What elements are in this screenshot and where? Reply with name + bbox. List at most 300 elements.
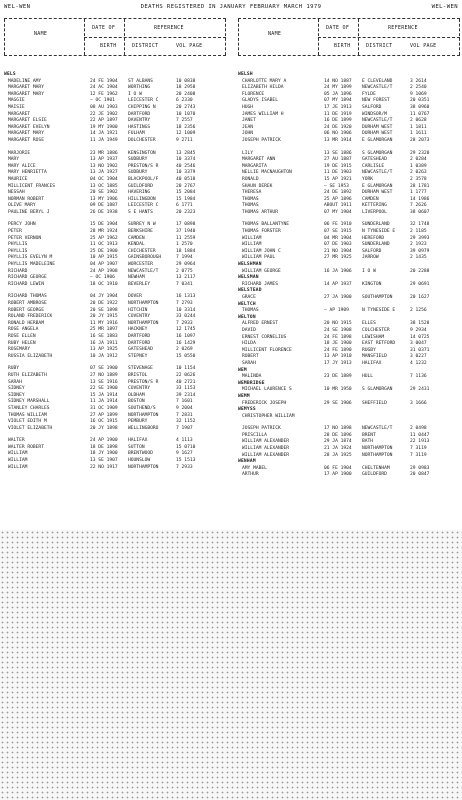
entry-birth-date: 16 JA 1906 <box>324 268 352 274</box>
entry-district: BATH <box>362 439 374 445</box>
entry-reference: 20 2743 <box>176 104 196 110</box>
entry-birth-date: 04 OC 1904 <box>90 176 118 182</box>
entry-row <box>4 242 226 249</box>
entry-reference: 10 1154 <box>176 366 196 372</box>
entry-birth-date: 24 MY 1899 <box>324 85 352 91</box>
entry-row <box>238 328 460 335</box>
entry-name: MARGARET EVELYN <box>8 124 50 130</box>
entry-reference: 9 1069 <box>410 91 427 97</box>
entry-reference: 20 1627 <box>410 295 430 300</box>
entry-birth-date: — SE 1953 <box>324 183 349 189</box>
entry-reference: 20 2288 <box>410 268 430 274</box>
entry-birth-date: 15 AP 1921 <box>324 176 352 182</box>
entry-name: VIOLET EDITH M <box>8 419 47 425</box>
vol-page-heading: VOL PAGE <box>410 43 437 49</box>
entry-name: ERNEST CORNELIUS <box>242 334 287 340</box>
district-heading: DISTRICT <box>132 43 159 49</box>
entry-district: LIVERPOOL <box>362 209 387 215</box>
entry-birth-date: 20 JY 1898 <box>90 425 118 431</box>
entry-row <box>238 98 460 105</box>
entry-reference: 7 2933 <box>176 320 193 326</box>
page-header <box>4 3 458 12</box>
entry-reference: 3 2614 <box>410 78 427 84</box>
entry-reference: 7 2626 <box>410 203 427 209</box>
entry-district: SALFORD <box>362 248 382 254</box>
entry-name: WALTER <box>8 438 25 444</box>
district-heading: DISTRICT <box>366 43 393 49</box>
entry-birth-date: 20 SE 1898 <box>90 307 118 313</box>
entry-name: MARGARET ROSE <box>8 137 44 143</box>
entry-birth-date: 25 AP 1962 <box>90 235 118 241</box>
entry-district: NEWCASTLE/T <box>362 118 393 124</box>
entry-name: RUTH ELIZABETH <box>8 372 47 378</box>
entry-row <box>238 387 460 394</box>
surname-text: WELSHMAN <box>238 262 262 268</box>
entry-district: DARTFORD <box>128 333 151 339</box>
entry-birth-date: 17 NO 1898 <box>324 426 352 432</box>
entry-district: NORTHAMPTON <box>128 301 159 306</box>
entry-district: DURHAM WEST <box>362 190 393 196</box>
entry-name: ARTHUR <box>242 472 259 478</box>
entry-birth-date: 28 DE 1896 <box>324 432 352 438</box>
entry-row <box>238 229 460 236</box>
entry-reference: 11 0767 <box>410 111 430 117</box>
entry-name: HUGH <box>242 104 254 110</box>
entry-birth-date: 11 MY 1916 <box>90 320 118 326</box>
entry-reference: 39 2314 <box>176 392 196 398</box>
entry-district: NORTHAMPTON <box>362 446 393 452</box>
entry-birth-date: 27 AU 1887 <box>324 157 352 163</box>
entry-district: SUDBURY <box>128 170 148 176</box>
entry-district: HOUNSLOW <box>128 458 151 464</box>
entry-district: GAINSBOROUGH <box>128 255 162 261</box>
entry-birth-date: 04 JY 1904 <box>90 294 118 300</box>
vol-page-heading: VOL PAGE <box>176 43 203 49</box>
entry-name: THOMAS <box>242 196 259 202</box>
entry-birth-date: 08 AU 1903 <box>90 104 118 110</box>
entry-name: THOMAS WILLIAM <box>8 412 47 418</box>
surname-text: WELTON <box>238 314 256 320</box>
entry-birth-date: 27 MR 1925 <box>324 255 352 261</box>
entry-district: S E HANTS <box>128 209 153 215</box>
entry-reference: 32 1152 <box>176 419 196 425</box>
entry-row <box>4 426 226 433</box>
entry-reference: 13 2845 <box>176 150 196 156</box>
entry-row <box>4 210 226 217</box>
entry-birth-date: 29 SE 1906 <box>324 400 352 406</box>
entry-row <box>238 446 460 453</box>
entry-name: ALFRED ERNEST <box>242 321 278 327</box>
entry-reference: 38 1528 <box>410 321 430 327</box>
entry-district: I O W <box>362 268 376 274</box>
entry-reference: 12 1745 <box>176 327 196 333</box>
entry-district: KINGTON <box>362 281 382 287</box>
name-heading: NAME <box>34 31 48 37</box>
entry-district: MANSFIELD <box>362 354 387 360</box>
entry-district: CAMDEN <box>362 196 379 202</box>
entry-district: BRENTWOOD <box>128 451 153 457</box>
entry-district: FYLDE <box>362 91 376 97</box>
entry-name: THERESA <box>242 190 262 196</box>
entry-name: ROSE ANGELA <box>8 327 39 333</box>
entry-name: JANET <box>242 118 256 124</box>
entry-birth-date: 13 SE 1916 <box>90 379 118 385</box>
entry-row <box>238 354 460 361</box>
entry-birth-date: 07 MY 1904 <box>324 209 352 215</box>
entry-reference: 22 1913 <box>410 439 430 445</box>
entry-name: OLIVE MARY <box>8 203 36 209</box>
entry-reference: 7 1994 <box>176 255 193 261</box>
entry-reference: 7 1601 <box>176 399 193 405</box>
entry-reference: 16 1429 <box>176 340 196 346</box>
entry-district: WORTHING <box>128 85 151 91</box>
entry-birth-date: 23 DE 1889 <box>324 374 352 380</box>
entry-reference: 32 1748 <box>410 222 430 228</box>
entry-row <box>238 85 460 92</box>
entry-birth-date: — OC 1901 <box>90 98 115 104</box>
entry-reference: 7 2831 <box>176 412 193 418</box>
entry-reference: 17 0898 <box>176 222 196 228</box>
entry-name: DAVID <box>242 327 256 333</box>
entry-row <box>238 269 460 276</box>
entry-district: HILLINGDON <box>128 196 156 202</box>
surname-text: WELSMAN <box>238 275 259 281</box>
entry-reference: 7 0341 <box>176 281 193 287</box>
entry-birth-date: 17 JE 1913 <box>324 104 352 110</box>
entry-name: WILLIAM <box>8 464 28 470</box>
entry-reference: 22 0626 <box>176 372 196 378</box>
entry-reference: 28 1781 <box>410 183 430 189</box>
entry-reference: 3 1666 <box>410 400 427 406</box>
entry-district: E GLAMORGAN <box>362 183 393 189</box>
entry-name: MARY ALICE <box>8 163 36 169</box>
entry-reference: 6 1771 <box>176 203 193 209</box>
entry-district: JARROW <box>362 255 379 261</box>
entry-row <box>4 406 226 413</box>
entry-row <box>238 401 460 408</box>
entry-name: RONALD HERBAM <box>8 320 44 326</box>
entry-name: MICHAEL LAURENCE S <box>242 387 292 393</box>
header-subrule <box>318 37 460 38</box>
entry-district: YORK <box>362 176 374 182</box>
entry-birth-date: 14 JA 1921 <box>90 131 118 137</box>
entry-district: ELLES <box>362 321 376 327</box>
surname-text: WEMM <box>238 393 250 399</box>
entry-name: GLADYS ISABEL <box>242 98 278 104</box>
header-title: DEATHS REGISTERED IN JANUARY FEBRUARY MARCH 1979 <box>140 4 322 10</box>
entry-birth-date: 11 JA 1914 <box>90 399 118 405</box>
entry-name: PHYLLIS <box>8 242 28 248</box>
entry-reference: 6 2330 <box>176 98 193 104</box>
entry-name: PETER <box>8 229 22 235</box>
entry-row <box>4 262 226 269</box>
entry-district: SALFORD <box>362 104 382 110</box>
entry-row <box>4 85 226 92</box>
entry-district: WORCESTER <box>128 262 153 268</box>
entry-row <box>238 414 460 421</box>
entry-birth-date: 19 DE 1915 <box>324 163 352 169</box>
entry-reference: 10 3314 <box>176 307 196 313</box>
entry-birth-date: 29 JA 1874 <box>324 439 352 445</box>
entry-name: ROBERT GEORGE <box>8 307 44 313</box>
entry-district: HITCHIN <box>128 307 148 313</box>
entry-district: SUNDERLAND <box>362 222 390 228</box>
entry-reference: 18 1884 <box>176 248 196 254</box>
entry-reference: 33 1153 <box>176 386 196 392</box>
entry-district: FULHAM <box>128 131 145 137</box>
surname-heading <box>238 459 460 466</box>
entry-district: ST ALBANS <box>128 78 153 84</box>
entry-name: PHYLLIS MADELEINE <box>8 262 56 268</box>
entry-birth-date: 22 AP 1897 <box>90 118 118 124</box>
entry-name: WILLIAM <box>242 235 262 241</box>
entry-name: LILY <box>242 150 254 156</box>
entry-name: WILLIAM <box>8 458 28 464</box>
entry-reference: 20 2323 <box>176 209 196 215</box>
entry-district: WELLINGBORO <box>128 425 159 431</box>
entry-birth-date: — AP 1909 <box>324 308 349 314</box>
entry-reference: 9 2934 <box>410 327 427 333</box>
entry-district: COLCHESTER <box>362 327 390 333</box>
entry-row <box>4 282 226 289</box>
entry-name: WALTER ROBERT <box>8 444 44 450</box>
entry-name: MARGARET <box>8 111 31 117</box>
entry-district: NEW FOREST <box>362 98 390 104</box>
entry-name: WILLIAM ALEXANDER <box>242 452 290 458</box>
birth-heading: BIRTH <box>334 43 351 49</box>
entry-row <box>4 275 226 282</box>
entry-district: SUNDERLAND <box>362 242 390 248</box>
entry-birth-date: 13 JA 1927 <box>90 170 118 176</box>
entry-reference: 15 1513 <box>176 458 196 464</box>
entry-reference: 28 2073 <box>410 137 430 143</box>
entry-name: RICHARD <box>8 268 28 274</box>
entry-birth-date: 27 JA 1900 <box>324 295 352 300</box>
entry-reference: 14 0725 <box>410 334 430 340</box>
right-column-header <box>238 18 460 56</box>
entry-birth-date: 21 JA 1924 <box>324 446 352 452</box>
entry-birth-date: 13 NO 1902 <box>90 163 118 169</box>
entry-birth-date: 25 DE 1900 <box>90 248 118 254</box>
entry-name: NELLIE MACNAUGHTON <box>242 170 292 176</box>
entry-district: HAVERING <box>128 190 151 196</box>
entry-reference: 10 0838 <box>176 78 196 84</box>
entry-name: HILDA <box>242 341 256 347</box>
entry-name: PRISCILLA <box>242 432 267 438</box>
entry-name: JAMES WILLIAM H <box>242 111 284 117</box>
entry-reference: 15 0710 <box>176 444 196 450</box>
entry-reference: 11 2559 <box>176 235 196 241</box>
entry-district: NORTHAMPTON <box>128 464 159 470</box>
entry-name: ELIZABETH HILDA <box>242 85 284 91</box>
entry-row <box>4 301 226 308</box>
entry-reference: 2 1923 <box>410 242 427 248</box>
entry-reference: 7 3119 <box>410 452 427 458</box>
entry-birth-date: 21 NO 1904 <box>324 248 352 254</box>
entry-reference: 40 2721 <box>176 379 196 385</box>
entry-birth-date: 20 DE 1922 <box>90 301 118 306</box>
column-border <box>4 19 5 55</box>
entry-row <box>4 157 226 164</box>
entry-district: DOVER <box>128 294 142 300</box>
entry-reference: 2 0284 <box>410 157 427 163</box>
entry-birth-date: 13 AP 1910 <box>324 354 352 360</box>
entry-district: RUGBY <box>362 347 376 353</box>
entry-reference: 15 1984 <box>176 196 196 202</box>
entry-birth-date: 18 JE 1900 <box>324 341 352 347</box>
entry-name: ROLAND FREDERICK <box>8 314 53 320</box>
entry-row <box>238 361 460 368</box>
entry-reference: 1 1811 <box>410 124 427 130</box>
entry-birth-date: 25 AP 1896 <box>324 196 352 202</box>
entry-row <box>238 203 460 210</box>
entry-reference: 13 2117 <box>176 275 196 281</box>
entry-birth-date: 18 JY 1900 <box>90 451 118 457</box>
entry-name: MARY <box>8 157 20 163</box>
entry-district: CHELTENHAM <box>362 465 390 471</box>
entry-birth-date: 13 SE 1907 <box>90 458 118 464</box>
entry-name: RUBY HELEN <box>8 340 36 346</box>
entry-birth-date: 15 JA 1914 <box>90 392 118 398</box>
entry-name: THOMAS BALLANTYNE <box>242 222 290 228</box>
entry-row <box>238 282 460 289</box>
entry-district: SURREY N W <box>128 222 156 228</box>
entry-birth-date: 10 MR 1950 <box>324 387 352 393</box>
entry-birth-date: 24 AP 1908 <box>90 268 118 274</box>
entry-name: SHAUN DEREK <box>242 183 273 189</box>
entry-district: HALIFAX <box>362 360 382 366</box>
entry-reference: 3 0227 <box>410 354 427 360</box>
left-entries <box>4 72 226 471</box>
entry-reference: 29 2431 <box>410 387 430 393</box>
entry-birth-date: 24 FE 1898 <box>324 334 352 340</box>
entry-name: SIDNEY <box>8 392 25 398</box>
entry-district: BRISTOL <box>128 372 148 378</box>
entry-birth-date: ABOUT 1911 <box>324 203 352 209</box>
entry-district: SUTTON <box>128 444 145 450</box>
entry-district: HASTINGS <box>128 124 151 130</box>
entry-district: PRESTON/S R <box>128 379 159 385</box>
entry-birth-date: 07 SE 1900 <box>90 366 118 372</box>
entry-reference: 20 2408 <box>176 91 196 97</box>
reference-heading: REFERENCE <box>388 25 418 31</box>
entry-row <box>238 170 460 177</box>
entry-reference: 20 2767 <box>176 183 196 189</box>
entry-reference: 7 2557 <box>176 118 193 124</box>
entry-birth-date: 13 MR 1914 <box>324 137 352 143</box>
entry-district: NEWCASTLE/T <box>128 268 159 274</box>
date-of-heading: DATE OF <box>326 25 350 31</box>
entry-birth-date: 25 MR 1897 <box>90 327 118 333</box>
entry-district: CAMDEN <box>128 235 145 241</box>
entry-reference: 16 1097 <box>176 333 196 339</box>
entry-reference: 1 2570 <box>176 242 193 248</box>
entry-reference: 7 1136 <box>410 374 427 380</box>
entry-reference: 11 0447 <box>410 432 430 438</box>
entry-birth-date: 09 DE 1887 <box>90 203 118 209</box>
entry-row <box>238 177 460 184</box>
entry-district: HULL <box>362 374 374 380</box>
entry-reference: 18 2958 <box>176 85 196 91</box>
entry-district: STEVENAGE <box>128 366 153 372</box>
entry-row <box>4 419 226 426</box>
entry-reference: 4 1232 <box>410 360 427 366</box>
entry-birth-date: 13 MY 1906 <box>90 196 118 202</box>
entry-district: COVENTRY <box>128 314 151 320</box>
entry-name: PHYLLIS EVELYN M <box>8 255 53 261</box>
entry-birth-date: 26 DE 1938 <box>90 209 118 215</box>
entry-district: SOUTHAMPTON <box>362 295 393 300</box>
entry-name: SARAH <box>242 360 256 366</box>
entry-name: MAGGIE <box>8 98 25 104</box>
entry-name: ROSEMARY <box>8 347 31 353</box>
entry-name: THOMAS <box>242 203 259 209</box>
date-of-heading: DATE OF <box>92 25 116 31</box>
entry-row <box>238 341 460 348</box>
entry-district: GATESHEAD <box>128 347 153 353</box>
entry-row <box>4 347 226 354</box>
entry-birth-date: 14 AP 1937 <box>324 281 352 287</box>
entry-reference: 37 1940 <box>176 229 196 235</box>
left-column <box>4 18 226 471</box>
entry-district: SUDBURY <box>128 157 148 163</box>
header-subrule <box>84 37 226 38</box>
entry-district: OLDHAM <box>128 392 145 398</box>
entry-row <box>238 321 460 328</box>
entry-reference: 9 1627 <box>176 451 193 457</box>
entry-row <box>238 118 460 125</box>
entry-birth-date: 16 OC 1915 <box>90 419 118 425</box>
entry-name: MARGARITA <box>242 163 267 169</box>
entry-reference: 10 1070 <box>176 111 196 117</box>
entry-row <box>238 374 460 381</box>
entry-reference: 2 2540 <box>410 85 427 91</box>
entry-name: MARGARET ANN <box>242 157 276 163</box>
entry-name: STANLEY CHARLES <box>8 405 50 411</box>
entry-name: RICHARD LEWIN <box>8 281 44 287</box>
entry-name: MAISIE <box>8 104 25 110</box>
entry-district: GATESHEAD <box>362 157 387 163</box>
entry-name: WILLIAM <box>242 242 262 248</box>
entry-row <box>4 334 226 341</box>
entry-name: THOMAS ARTHUR <box>242 209 278 215</box>
entry-district: DAVENTRY <box>128 118 151 124</box>
entry-name: MILLICENT FLORENCE <box>242 347 292 353</box>
entry-birth-date: 17 JY 1913 <box>324 360 352 366</box>
entry-reference: 10 3374 <box>176 157 196 163</box>
entry-birth-date: 06 FE 1904 <box>324 465 352 471</box>
entry-birth-date: 27 AP 1899 <box>90 412 118 418</box>
entry-reference: 2 0263 <box>410 170 427 176</box>
entry-birth-date: 05 JA 1896 <box>324 91 352 97</box>
entry-district: NORTHAMPTON <box>362 452 393 458</box>
entry-name: PERCY JOHN <box>8 222 36 228</box>
entry-name: PETER VERNON <box>8 235 42 241</box>
entry-reference: 29 3993 <box>410 235 430 241</box>
entry-row <box>4 314 226 321</box>
entry-birth-date: 04 MR 1904 <box>324 235 352 241</box>
entry-row <box>4 458 226 465</box>
entry-district: HEREFORD <box>362 235 385 241</box>
entry-name: VIOLET ELIZABETH <box>8 425 53 431</box>
entry-birth-date: 14 NO 1887 <box>324 78 352 84</box>
entry-row <box>4 203 226 210</box>
entry-birth-date: 24 DE 1920 <box>324 124 352 130</box>
column-border <box>238 19 239 55</box>
entry-district: SHEFFIELD <box>362 400 387 406</box>
entry-reference: 2 1185 <box>410 229 427 235</box>
entry-birth-date: 11 DE 1919 <box>324 111 352 117</box>
